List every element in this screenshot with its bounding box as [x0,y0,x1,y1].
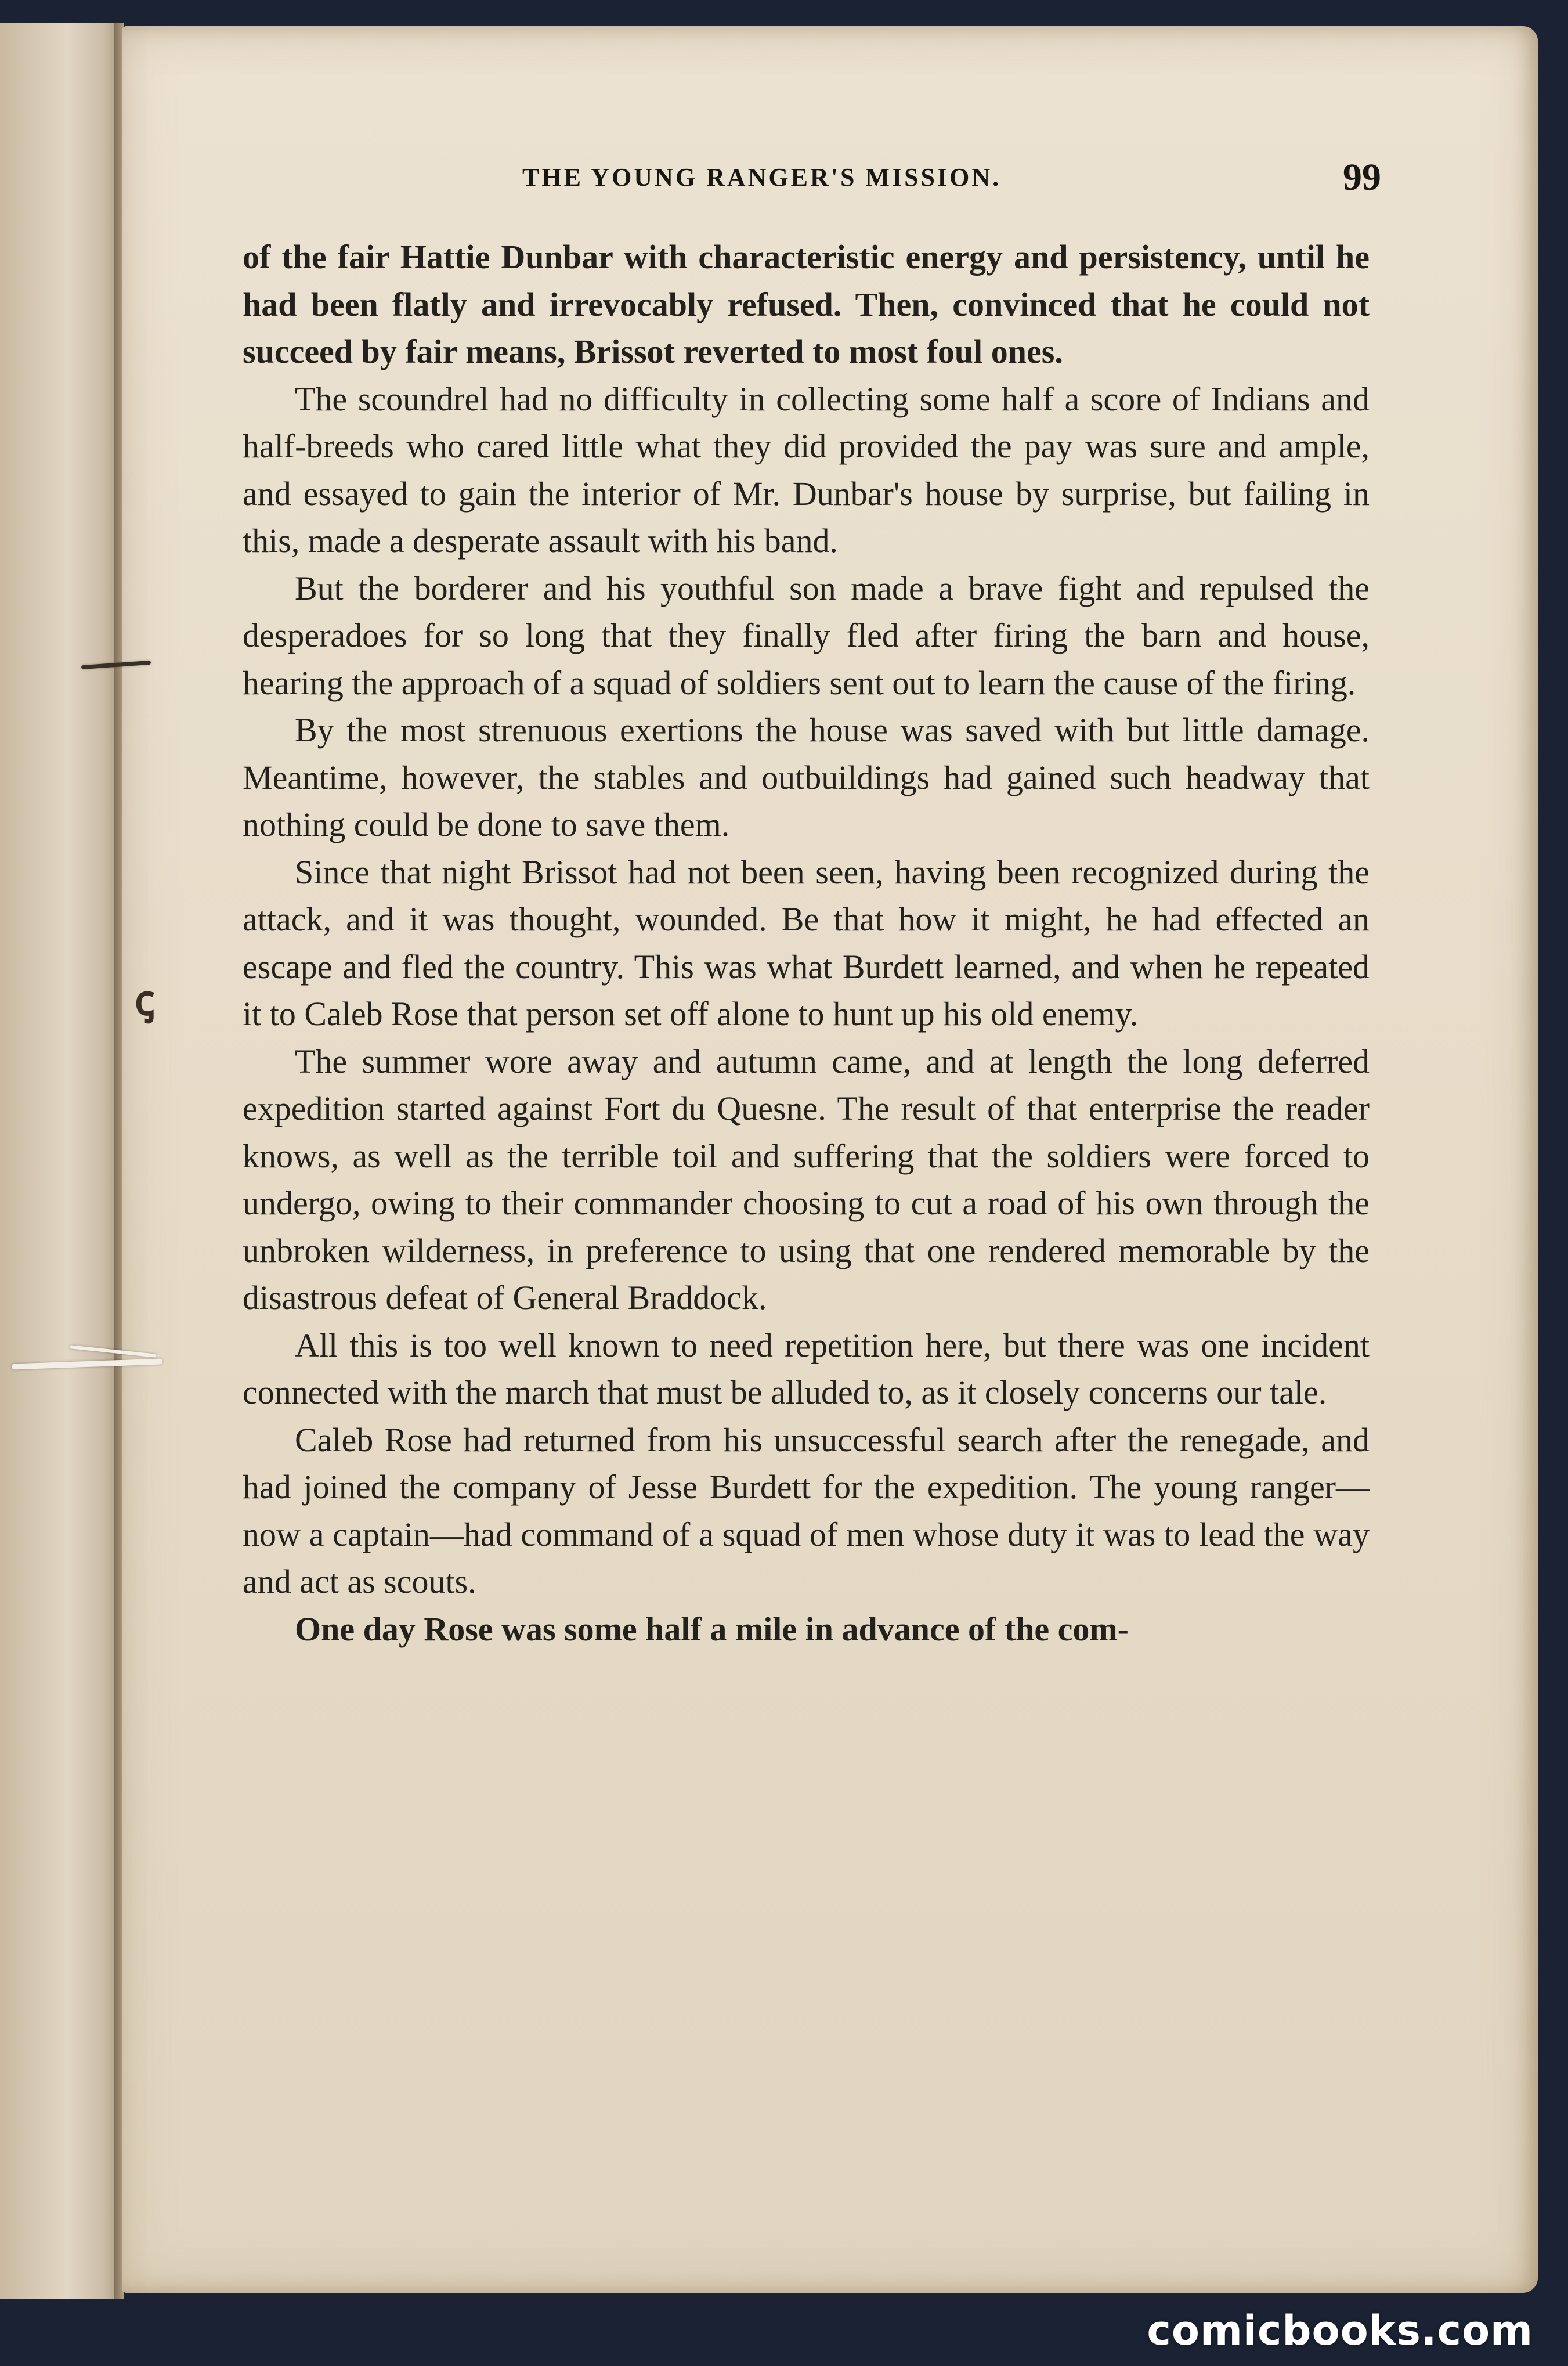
paragraph: All this is too well known to need repetition here, but there was one incident connected with the march that must be alluded to, as it closely concerns our tale. [243,1326,1370,1411]
body-text [243,233,1370,1653]
paragraph: Since that night Brissot had not been seen, having been recognized during the attack, and it was thought, wounded. Be that how it might, he had effected an escape and fled the country. This was what Burdett learned, and when he repeated it to Caleb Rose that person set off alone to hunt up his old enemy. [243,853,1370,1033]
watermark: comicbooks.com [1147,2307,1533,2354]
running-title: THE YOUNG RANGER'S MISSION. [522,163,1002,192]
page-header [250,157,1381,197]
left-page-edge [0,23,124,2299]
paragraph: But the borderer and his youthful son made a brave fight and repulsed the desperadoes for so long that they finally fled after firing the barn and house, hearing the approach of a squad of soldiers sent out to learn the cause of the firing. [243,569,1370,702]
paragraph: Caleb Rose had returned from his unsuccessful search after the renegade, and had joined the company of Jesse Burdett for the expedition. The young ranger—now a captain—had command of a squad of men whose duty it was to lead the way and act as scouts. [243,1420,1370,1600]
paragraph: of the fair Hattie Dunbar with characteristic energy and persistency, until he had been flatly and irrevocably refused. Then, convinced that he could not succeed by fair means, Brissot reverted to most foul ones. [243,238,1370,370]
binding-stitch-mark: ꞔ [135,978,155,1024]
paragraph: The summer wore away and autumn came, and at length the long deferred expedition started against Fort du Quesne. The result of that enterprise the reader knows, as well as the terrible toil and suffering that the soldiers were forced to undergo, owing to their commander choosing to cut a road of his own through the unbroken wilderness, in preference to using that one rendered memorable by the disastrous defeat of General Braddock. [243,1042,1370,1317]
paragraph: By the most strenuous exertions the house was saved with but little damage. Meantime, however, the stables and outbuildings had gained such headway that nothing could be done to save them. [243,711,1370,843]
page-number: 99 [1343,156,1381,199]
paragraph: The scoundrel had no difficulty in collecting some half a score of Indians and half-breeds who cared little what they did provided the pay was sure and ample, and essayed to gain the interior of Mr. Dunbar's house by surprise, but failing in this, made a desperate assault with his band. [243,380,1370,560]
paragraph: One day Rose was some half a mile in advance of the com- [295,1610,1129,1648]
